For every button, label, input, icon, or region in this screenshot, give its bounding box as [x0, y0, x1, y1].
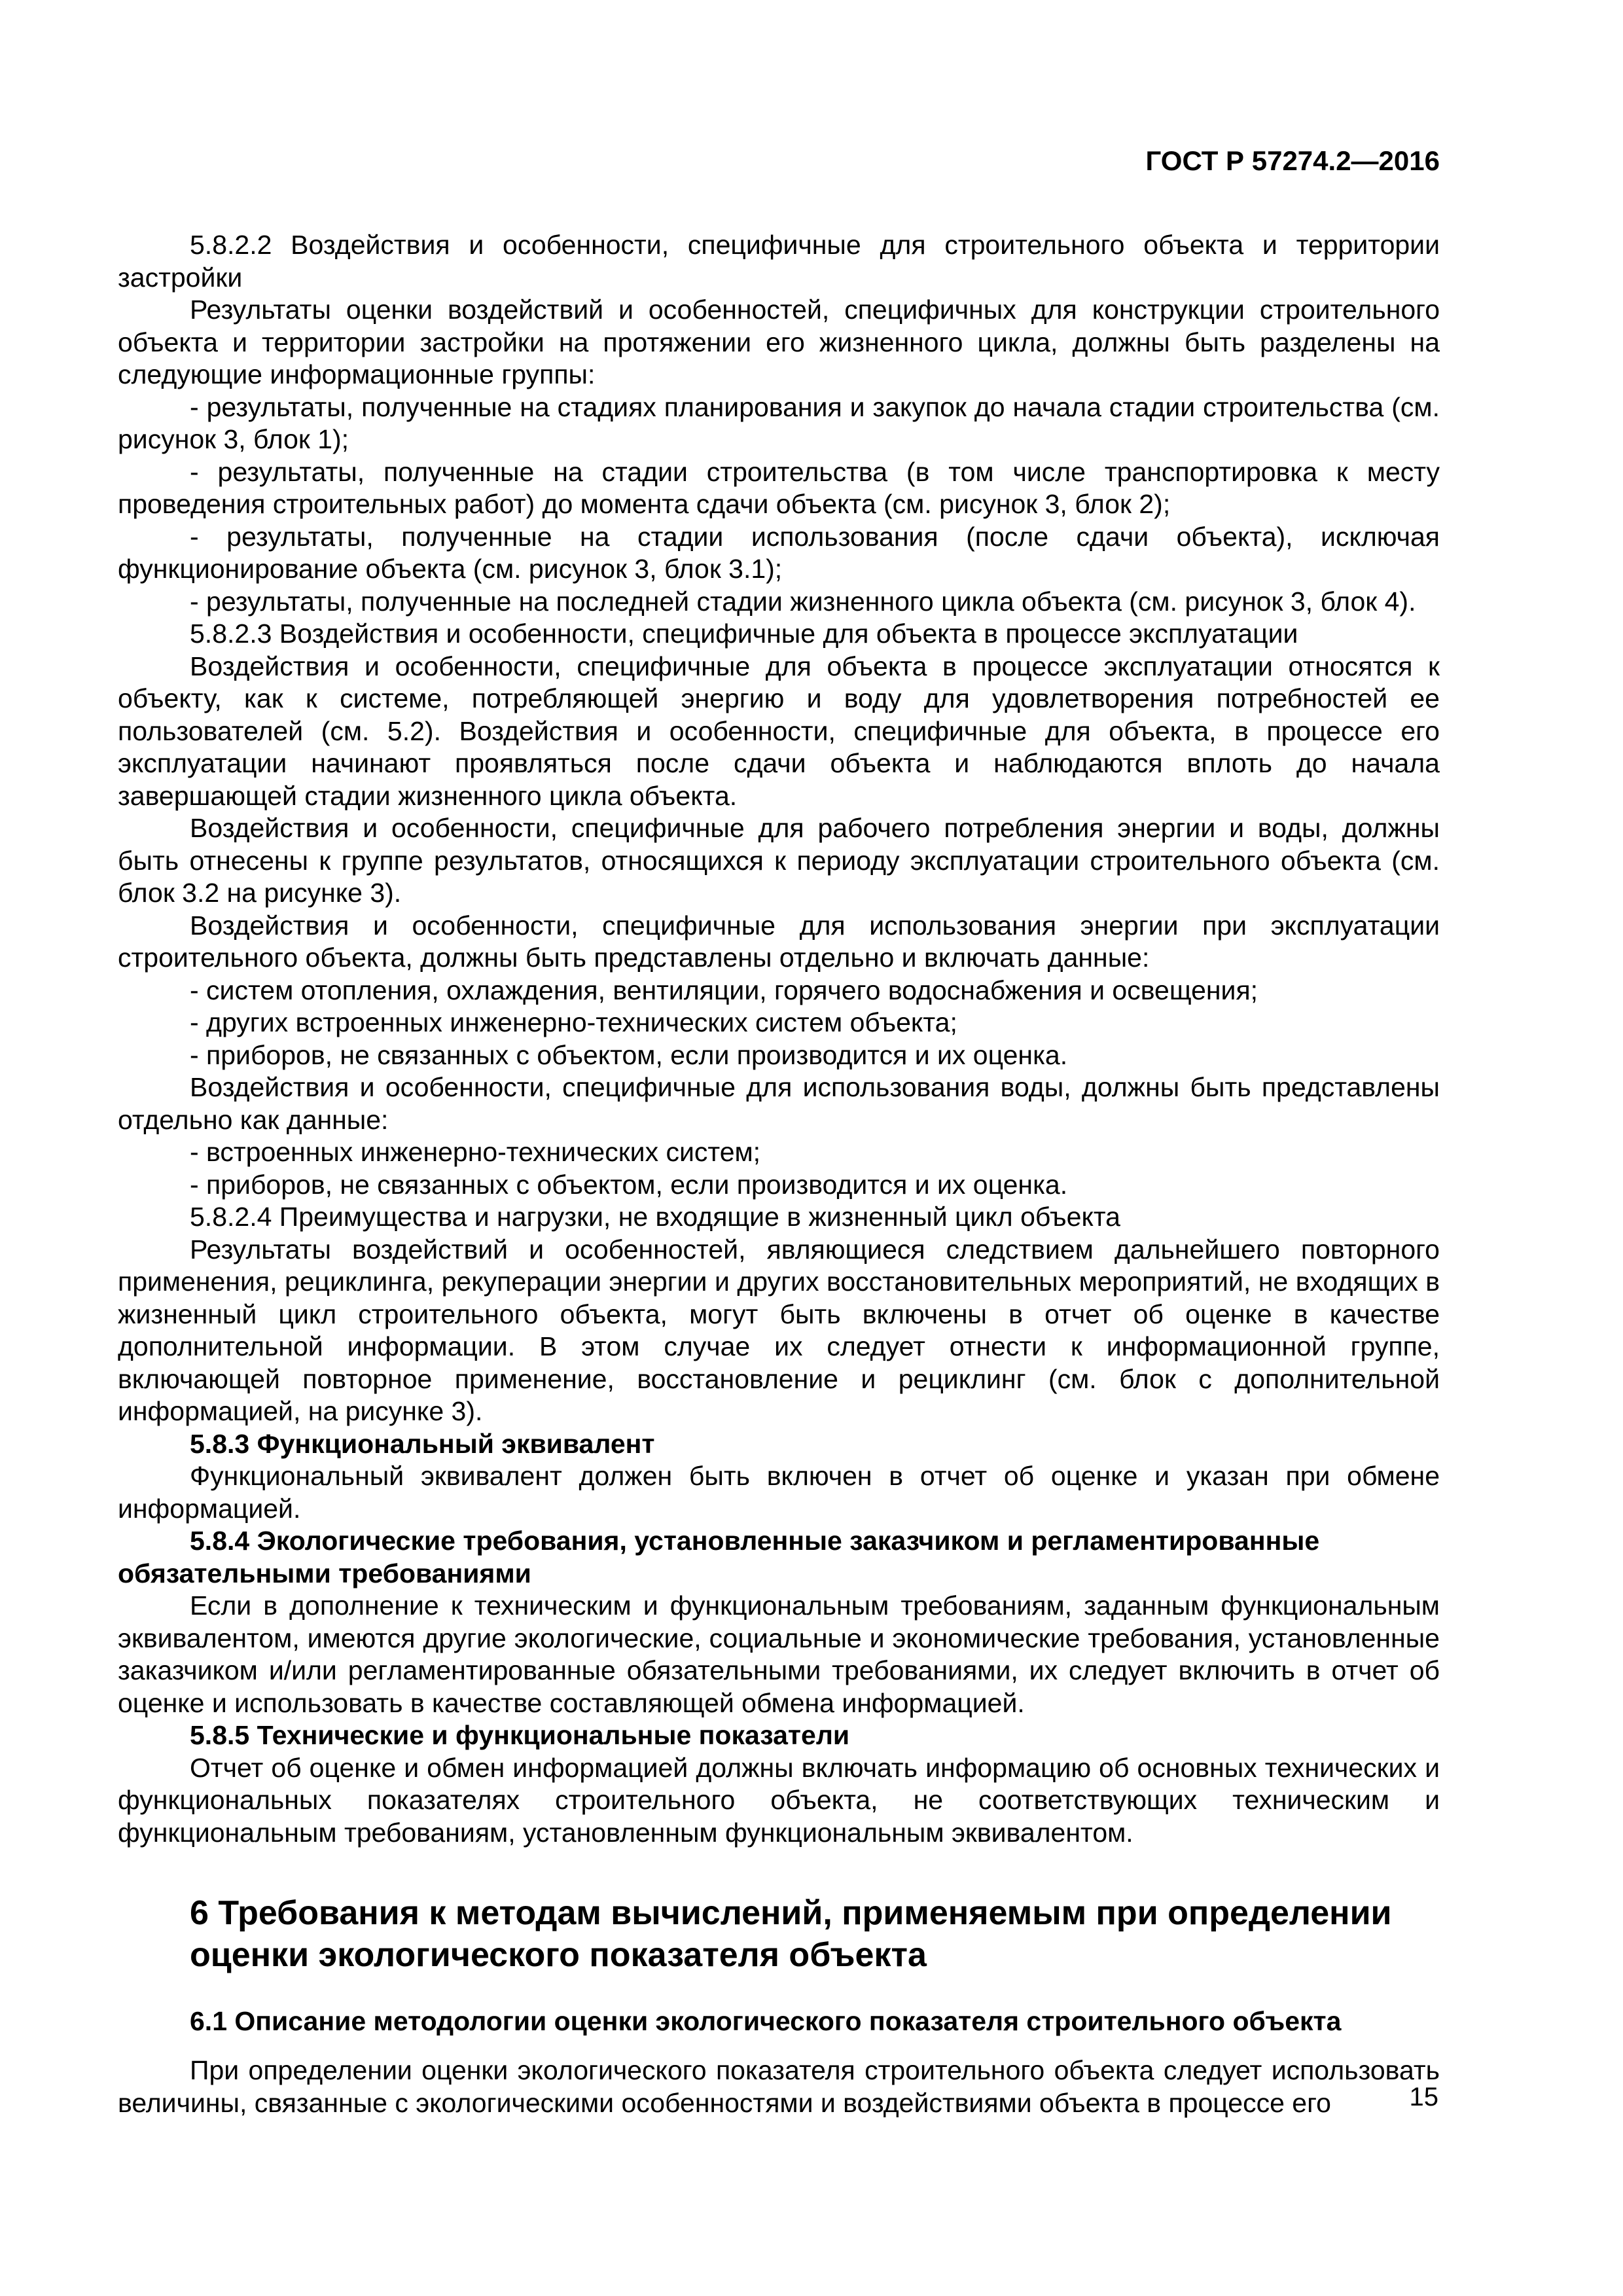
- list-item: - приборов, не связанных с объектом, если производится и их оценка.: [190, 1169, 1068, 1200]
- paragraph: При определении оценки экологического показателя строительного объекта следует использовать величины, связанные с экологическими особенностями и воздействиями объекта в процессе его: [118, 2055, 1440, 2118]
- paragraph: Результаты воздействий и особенностей, являющиеся следствием дальнейшего повторного применения, рециклинга, рекуперации энергии и других восстановительных мероприятий, не входящих в жизненный цикл строительного объекта, могут быть включены в отчет об оценке в качестве дополнительной информации. В этом случае их следует отнести к информационной группе, включающей повторное применение, восстановление и рециклинг (см. блок с дополнительной информацией, на рисунке 3).: [118, 1234, 1440, 1426]
- page-number: 15: [1409, 2083, 1438, 2111]
- clause-5-8-2-3-heading: 5.8.2.3 Воздействия и особенности, специфичные для объекта в процессе эксплуатации: [190, 619, 1298, 649]
- paragraph: Воздействия и особенности, специфичные для использования воды, должны быть представлены отдельно как данные:: [118, 1072, 1440, 1135]
- document-body: [118, 229, 1440, 2119]
- list-item: - результаты, полученные на последней стадии жизненного цикла объекта (см. рисунок 3, блок 4).: [190, 586, 1416, 617]
- paragraph: Отчет об оценке и обмен информацией должны включать информацию об основных технических и функциональных показателях строительного объекта, не соответствующих техническим и функциональным требованиям, установленным функциональным эквивалентом.: [118, 1752, 1440, 1848]
- subsection-6-1-title: 6.1 Описание методологии оценки экологического показателя строительного объекта: [190, 2006, 1342, 2036]
- clause-5-8-2-2-heading: 5.8.2.2 Воздействия и особенности, специфичные для строительного объекта и территории застройки: [118, 230, 1440, 293]
- paragraph: Результаты оценки воздействий и особенностей, специфичных для конструкции строительного объекта и территории застройки на протяжении его жизненного цикла, должны быть разделены на следующие информационные группы:: [118, 295, 1440, 389]
- paragraph: Воздействия и особенности, специфичные для использования энергии при эксплуатации строительного объекта, должны быть представлены отдельно и включать данные:: [118, 910, 1440, 973]
- list-item: - приборов, не связанных с объектом, если производится и их оценка.: [190, 1039, 1068, 1070]
- clause-5-8-2-4-heading: 5.8.2.4 Преимущества и нагрузки, не входящие в жизненный цикл объекта: [190, 1202, 1120, 1232]
- paragraph: Воздействия и особенности, специфичные для объекта в процессе эксплуатации относятся к объекту, как к системе, потребляющей энергию и воду для удовлетворения потребностей ее пользователей (см. 5.2). Воздействия и особенности, специфичные для объекта, в процессе его эксплуатации начинают проявляться после сдачи объекта и наблюдаются вплоть до начала завершающей стадии жизненного цикла объекта.: [118, 651, 1440, 811]
- list-item: - систем отопления, охлаждения, вентиляции, горячего водоснабжения и освещения;: [190, 975, 1258, 1005]
- paragraph: Если в дополнение к техническим и функциональным требованиям, заданным функциональным эквивалентом, имеются другие экологические, социальные и экономические требования, установленные заказчиком и/или регламентированные обязательными требованиями, их следует включить в отчет об оценке и использовать в качестве составляющей обмена информацией.: [118, 1590, 1440, 1718]
- document-code-header: ГОСТ Р 57274.2—2016: [1145, 145, 1440, 176]
- paragraph: Воздействия и особенности, специфичные для рабочего потребления энергии и воды, должны быть отнесены к группе результатов, относящихся к периоду эксплуатации строительного объекта (см. блок 3.2 на рисунке 3).: [118, 813, 1440, 908]
- clause-5-8-3-heading: 5.8.3 Функциональный эквивалент: [190, 1428, 655, 1459]
- clause-5-8-4-heading: 5.8.4 Экологические требования, установленные заказчиком и регламентированные обязательными требованиями: [118, 1526, 1320, 1588]
- paragraph: Функциональный эквивалент должен быть включен в отчет об оценке и указан при обмене информацией.: [118, 1461, 1440, 1524]
- list-item: - встроенных инженерно-технических систем;: [190, 1137, 761, 1167]
- clause-5-8-5-heading: 5.8.5 Технические и функциональные показатели: [190, 1720, 850, 1750]
- list-item: - результаты, полученные на стадии строительства (в том числе транспортировка к месту проведения строительных работ) до момента сдачи объекта (см. рисунок 3, блок 2);: [118, 456, 1440, 519]
- list-item: - результаты, полученные на стадиях планирования и закупок до начала стадии строительства (см. рисунок 3, блок 1);: [118, 391, 1440, 454]
- list-item: - других встроенных инженерно-технических систем объекта;: [190, 1007, 957, 1037]
- list-item: - результаты, полученные на стадии использования (после сдачи объекта), исключая функционирование объекта (см. рисунок 3, блок 3.1);: [118, 521, 1440, 584]
- section-6-title: 6 Требования к методам вычислений, применяемым при определении оценки экологического показателя объекта: [190, 1894, 1392, 1974]
